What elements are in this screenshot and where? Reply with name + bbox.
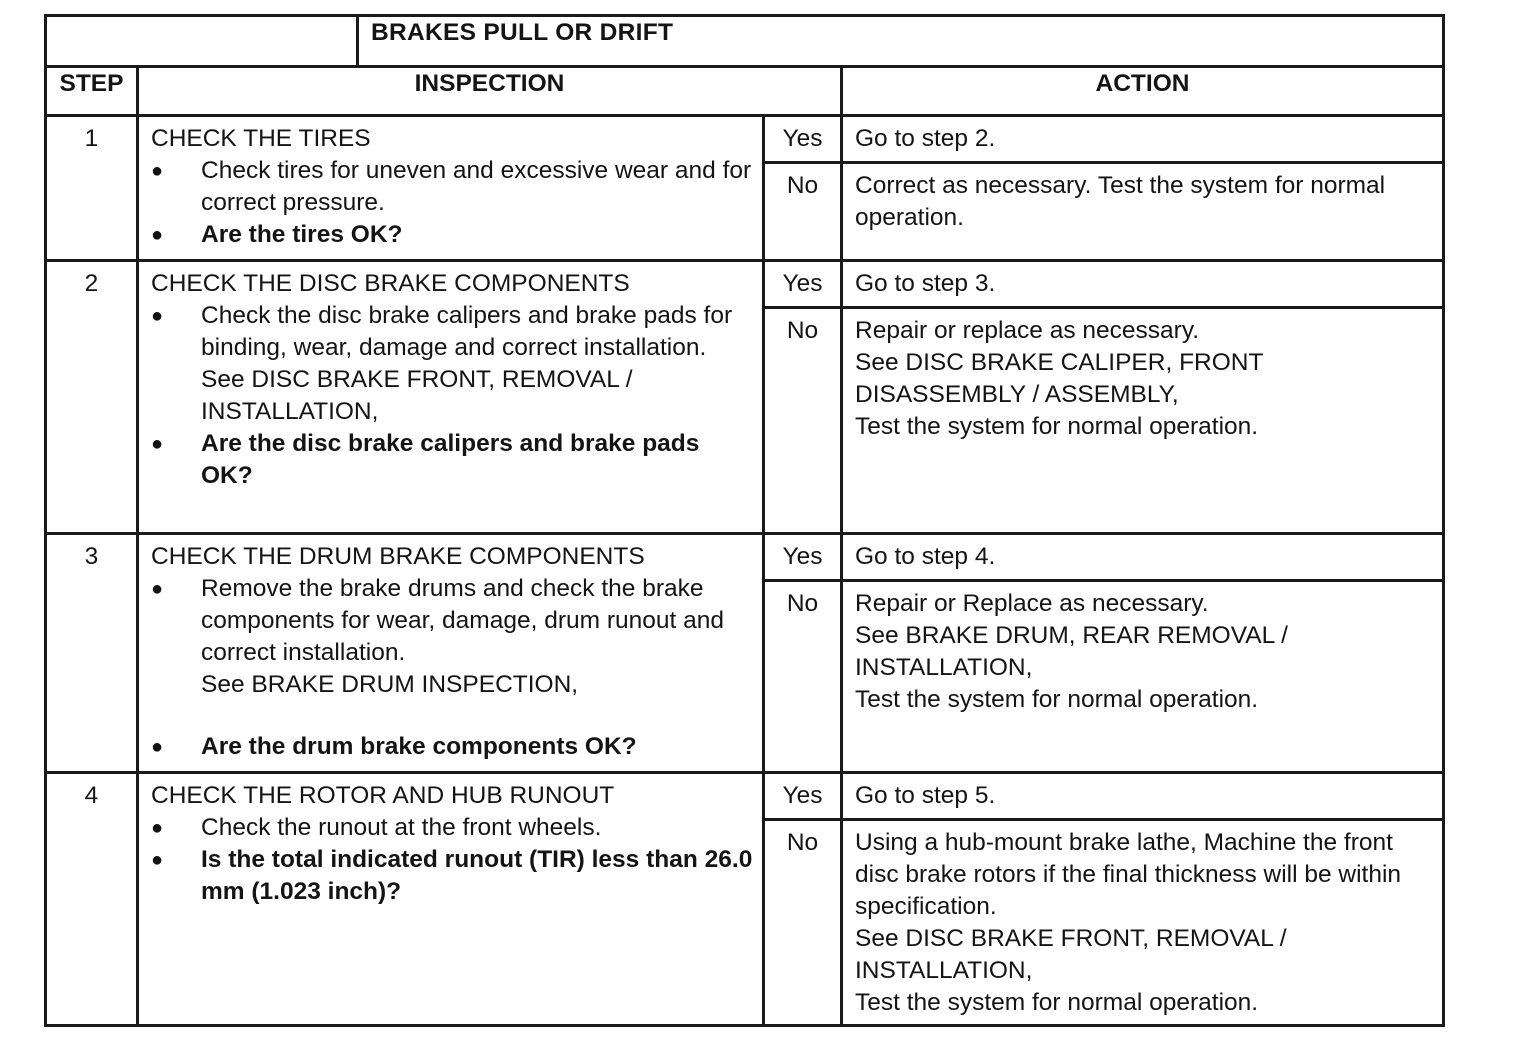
question-text: Are the drum brake components OK? xyxy=(201,733,637,760)
action-line: Test the system for normal operation. xyxy=(855,989,1259,1016)
step-1-yes-row xyxy=(46,116,1444,163)
header-inspection: INSPECTION xyxy=(138,67,842,116)
step-4-yes-row xyxy=(46,773,1444,820)
bullet-icon: ● xyxy=(151,433,164,455)
step-number: 2 xyxy=(46,261,138,534)
action-line: See DISC BRAKE FRONT, REMOVAL / INSTALLATION, xyxy=(855,925,1287,984)
no-label: No xyxy=(764,581,842,773)
action-line: Using a hub-mount brake lathe, Machine the front disc brake rotors if the final thickness will be within specification. xyxy=(855,829,1402,920)
yes-label: Yes xyxy=(764,773,842,820)
action-line: See DISC BRAKE CALIPER, FRONT DISASSEMBLY / ASSEMBLY, xyxy=(855,349,1263,408)
no-label: No xyxy=(764,163,842,261)
step-number: 1 xyxy=(46,116,138,261)
action-line: Repair or replace as necessary. xyxy=(855,317,1200,344)
inspection-bullet xyxy=(151,812,754,844)
bullet-text: Remove the brake drums and check the brake components for wear, damage, drum runout and correct installation. xyxy=(201,575,724,666)
question-text: Are the disc brake calipers and brake pads OK? xyxy=(201,430,700,489)
action-line: Test the system for normal operation. xyxy=(855,413,1259,440)
question-text: Is the total indicated runout (TIR) less than 26.0 mm (1.023 inch)? xyxy=(201,846,753,905)
title-blank-cell xyxy=(46,16,358,67)
header-action: ACTION xyxy=(842,67,1444,116)
inspection-question xyxy=(151,219,754,251)
title-row xyxy=(46,16,1444,67)
no-action: Correct as necessary. Test the system for normal operation. xyxy=(842,163,1444,261)
reference-text: See DISC BRAKE FRONT, REMOVAL / INSTALLATION, xyxy=(201,366,633,425)
reference-text: See BRAKE DRUM INSPECTION, xyxy=(201,671,579,698)
inspection-question xyxy=(151,731,754,763)
inspection-cell xyxy=(138,261,764,534)
inspection-bullet xyxy=(151,155,754,219)
yes-action: Go to step 2. xyxy=(842,116,1444,163)
bullet-icon: ● xyxy=(151,817,164,839)
bullet-text: Check the runout at the front wheels. xyxy=(201,814,602,841)
step-number: 4 xyxy=(46,773,138,1026)
yes-label: Yes xyxy=(764,534,842,581)
inspection-cell xyxy=(138,116,764,261)
bullet-icon: ● xyxy=(151,578,164,600)
inspection-title: CHECK THE DRUM BRAKE COMPONENTS xyxy=(151,543,645,570)
step-number: 3 xyxy=(46,534,138,773)
header-row xyxy=(46,67,1444,116)
bullet-icon: ● xyxy=(151,736,164,758)
inspection-title: CHECK THE DISC BRAKE COMPONENTS xyxy=(151,270,630,297)
no-action xyxy=(842,581,1444,773)
action-line: See BRAKE DRUM, REAR REMOVAL / INSTALLATION, xyxy=(855,622,1288,681)
table-title: BRAKES PULL OR DRIFT xyxy=(371,19,674,46)
header-step: STEP xyxy=(46,67,138,116)
bullet-icon: ● xyxy=(151,305,164,327)
table-title-cell xyxy=(358,16,1444,67)
step-3-yes-row xyxy=(46,534,1444,581)
brakes-diagnosis-table xyxy=(44,14,1445,1027)
inspection-cell xyxy=(138,773,764,1026)
bullet-icon: ● xyxy=(151,224,164,246)
bullet-text: Check tires for uneven and excessive wear and for correct pressure. xyxy=(201,157,752,216)
yes-action: Go to step 5. xyxy=(842,773,1444,820)
inspection-title: CHECK THE ROTOR AND HUB RUNOUT xyxy=(151,782,615,809)
inspection-bullet xyxy=(151,573,754,701)
step-2-yes-row xyxy=(46,261,1444,308)
no-label: No xyxy=(764,820,842,1026)
question-text: Are the tires OK? xyxy=(201,221,403,248)
yes-label: Yes xyxy=(764,116,842,163)
bullet-text: Check the disc brake calipers and brake pads for binding, wear, damage and correct installation. xyxy=(201,302,733,361)
no-action xyxy=(842,820,1444,1026)
inspection-cell xyxy=(138,534,764,773)
yes-action: Go to step 4. xyxy=(842,534,1444,581)
spacer xyxy=(151,701,754,731)
action-line: Test the system for normal operation. xyxy=(855,686,1259,713)
inspection-title: CHECK THE TIRES xyxy=(151,125,371,152)
no-action xyxy=(842,308,1444,534)
yes-label: Yes xyxy=(764,261,842,308)
inspection-question xyxy=(151,428,754,492)
bullet-icon: ● xyxy=(151,160,164,182)
no-label: No xyxy=(764,308,842,534)
inspection-question xyxy=(151,844,754,908)
action-line: Repair or Replace as necessary. xyxy=(855,590,1209,617)
inspection-bullet xyxy=(151,300,754,428)
bullet-icon: ● xyxy=(151,849,164,871)
yes-action: Go to step 3. xyxy=(842,261,1444,308)
